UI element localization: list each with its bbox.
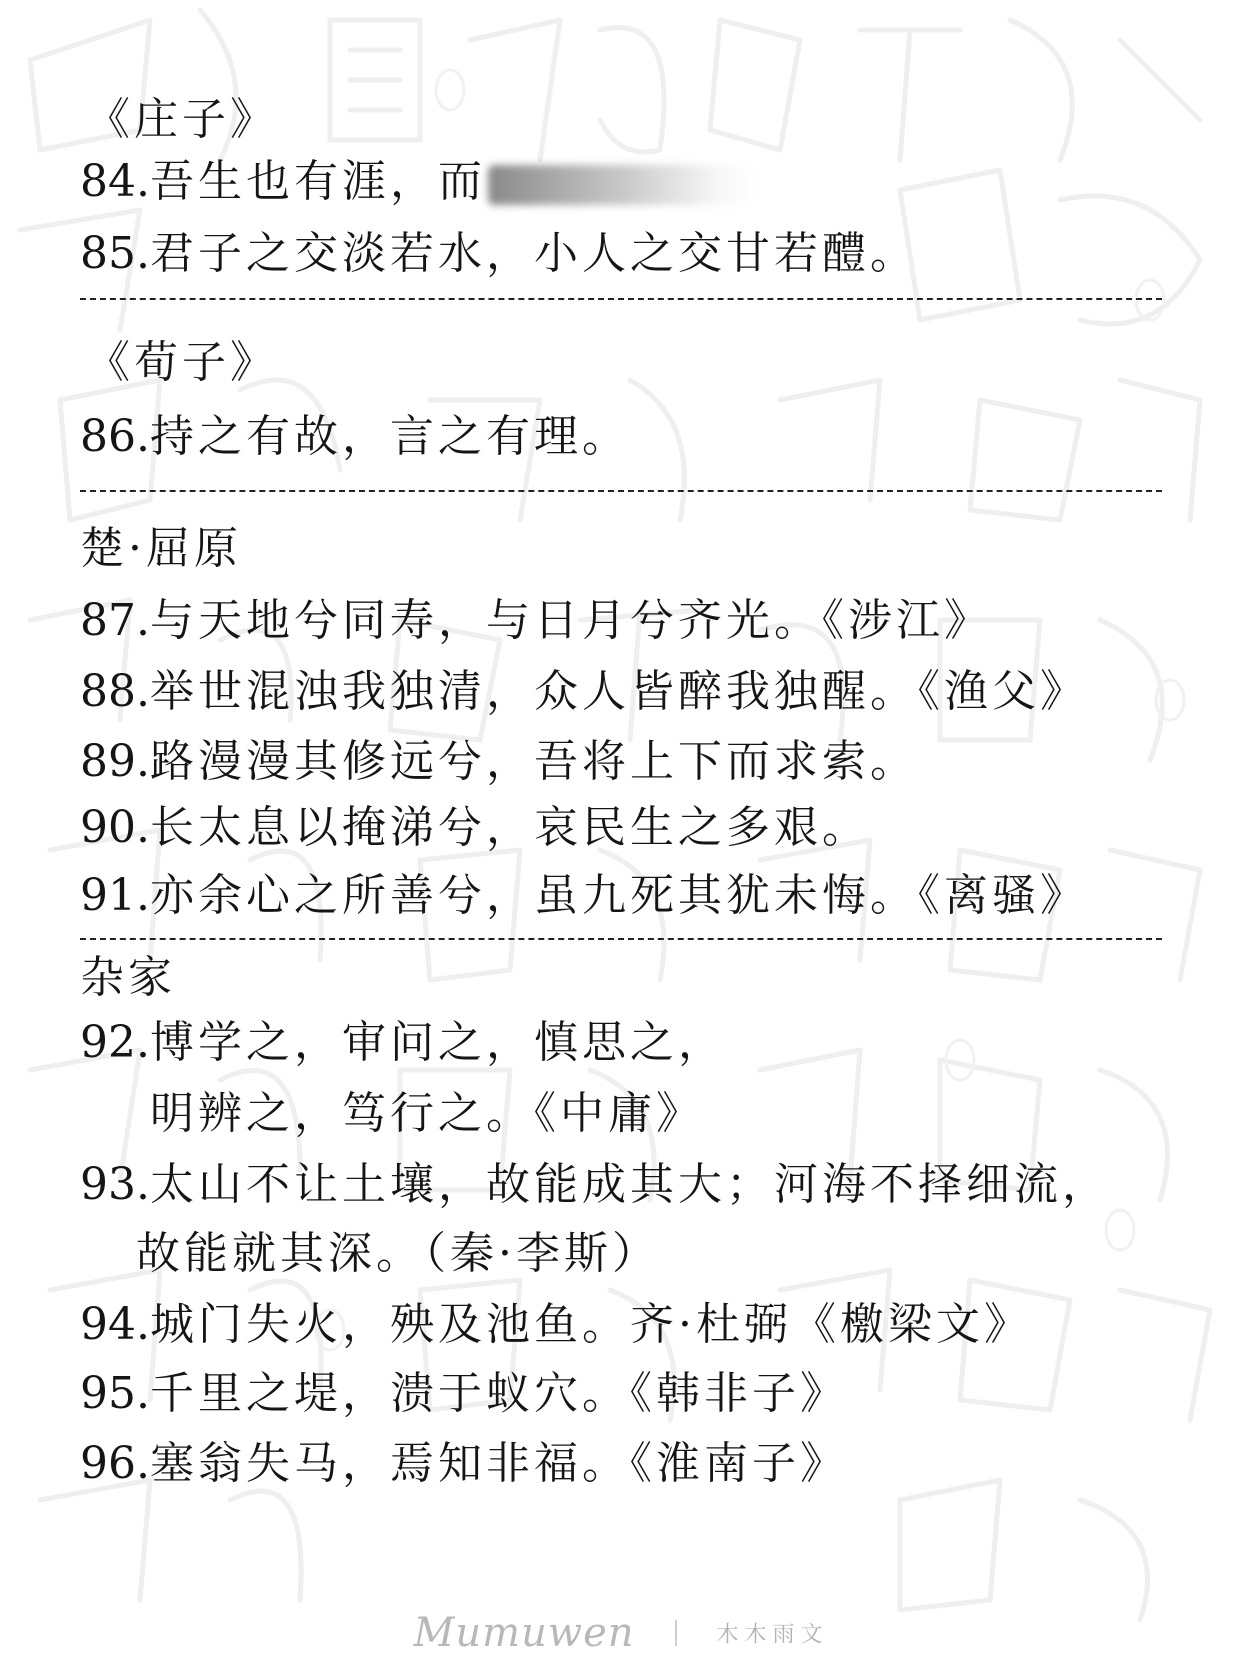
quote-text: 塞翁失马，焉知非福。《淮南子》 — [149, 1438, 848, 1489]
quote-item-86 — [80, 409, 630, 465]
quote-number: 94. — [80, 1299, 150, 1350]
quote-text: 吾生也有涯，而 — [149, 156, 486, 207]
quote-number: 87. — [80, 595, 150, 646]
footer-separator — [675, 1620, 677, 1646]
quote-item-91 — [80, 868, 1088, 924]
blurred-text-redaction — [488, 165, 758, 205]
quote-number: 84. — [80, 156, 150, 207]
quote-item-88 — [80, 664, 1088, 720]
quote-number: 93. — [80, 1159, 150, 1210]
quote-text: 君子之交淡若水，小人之交甘若醴。 — [149, 228, 918, 279]
quote-number: 96. — [80, 1438, 150, 1489]
footer-watermark — [0, 1610, 1242, 1656]
quote-item-85 — [80, 226, 918, 282]
quote-text: 路漫漫其修远兮，吾将上下而求索。 — [149, 736, 918, 787]
section-heading-xunzi: 《荀子》 — [86, 337, 278, 388]
quote-item-89 — [80, 734, 918, 790]
quote-item-92-continuation: 明辨之，笃行之。《中庸》 — [150, 1088, 704, 1139]
quote-item-90 — [80, 800, 870, 856]
quote-number: 86. — [80, 411, 150, 462]
quote-text: 博学之，审问之，慎思之， — [149, 1017, 726, 1068]
quote-number: 92. — [80, 1017, 150, 1068]
quote-number: 95. — [80, 1368, 150, 1419]
quote-item-95 — [80, 1366, 848, 1422]
quote-item-94 — [80, 1297, 1032, 1353]
quote-item-96 — [80, 1436, 848, 1492]
quote-item-87 — [80, 593, 992, 649]
section-heading-quyuan: 楚·屈原 — [80, 523, 242, 574]
quote-number: 91. — [80, 870, 150, 921]
quote-text: 城门失火，殃及池鱼。齐·杜弼《檄梁文》 — [149, 1299, 1032, 1350]
section-divider — [80, 938, 1162, 940]
quote-text: 太山不让土壤，故能成其大；河海不择细流， — [149, 1159, 1110, 1210]
quote-number: 90. — [80, 802, 150, 853]
quote-text: 长太息以掩涕兮，哀民生之多艰。 — [149, 802, 870, 853]
section-divider — [80, 490, 1162, 492]
quote-number: 88. — [80, 666, 150, 717]
quote-item-93 — [80, 1157, 1110, 1213]
quote-text: 千里之堤，溃于蚁穴。《韩非子》 — [149, 1368, 848, 1419]
section-heading-zajia: 杂家 — [80, 952, 176, 1003]
quote-text: 亦余心之所善兮，虽九死其犹未悔。《离骚》 — [149, 870, 1088, 921]
quote-item-92 — [80, 1015, 726, 1071]
quote-number: 89. — [80, 736, 150, 787]
quote-text: 与天地兮同寿，与日月兮齐光。《涉江》 — [149, 595, 992, 646]
quote-item-93-continuation: 故能就其深。（秦·李斯） — [136, 1228, 660, 1279]
quote-item-84 — [80, 154, 758, 210]
section-heading-zhuangzi: 《庄子》 — [86, 94, 278, 145]
quote-text: 举世混浊我独清，众人皆醉我独醒。《渔父》 — [149, 666, 1088, 717]
brand-name: 木木雨文 — [716, 1622, 829, 1648]
section-divider — [80, 298, 1162, 300]
quote-text: 持之有故，言之有理。 — [149, 411, 630, 462]
signature-logo: Mumuwen — [413, 1610, 635, 1656]
quote-number: 85. — [80, 228, 150, 279]
